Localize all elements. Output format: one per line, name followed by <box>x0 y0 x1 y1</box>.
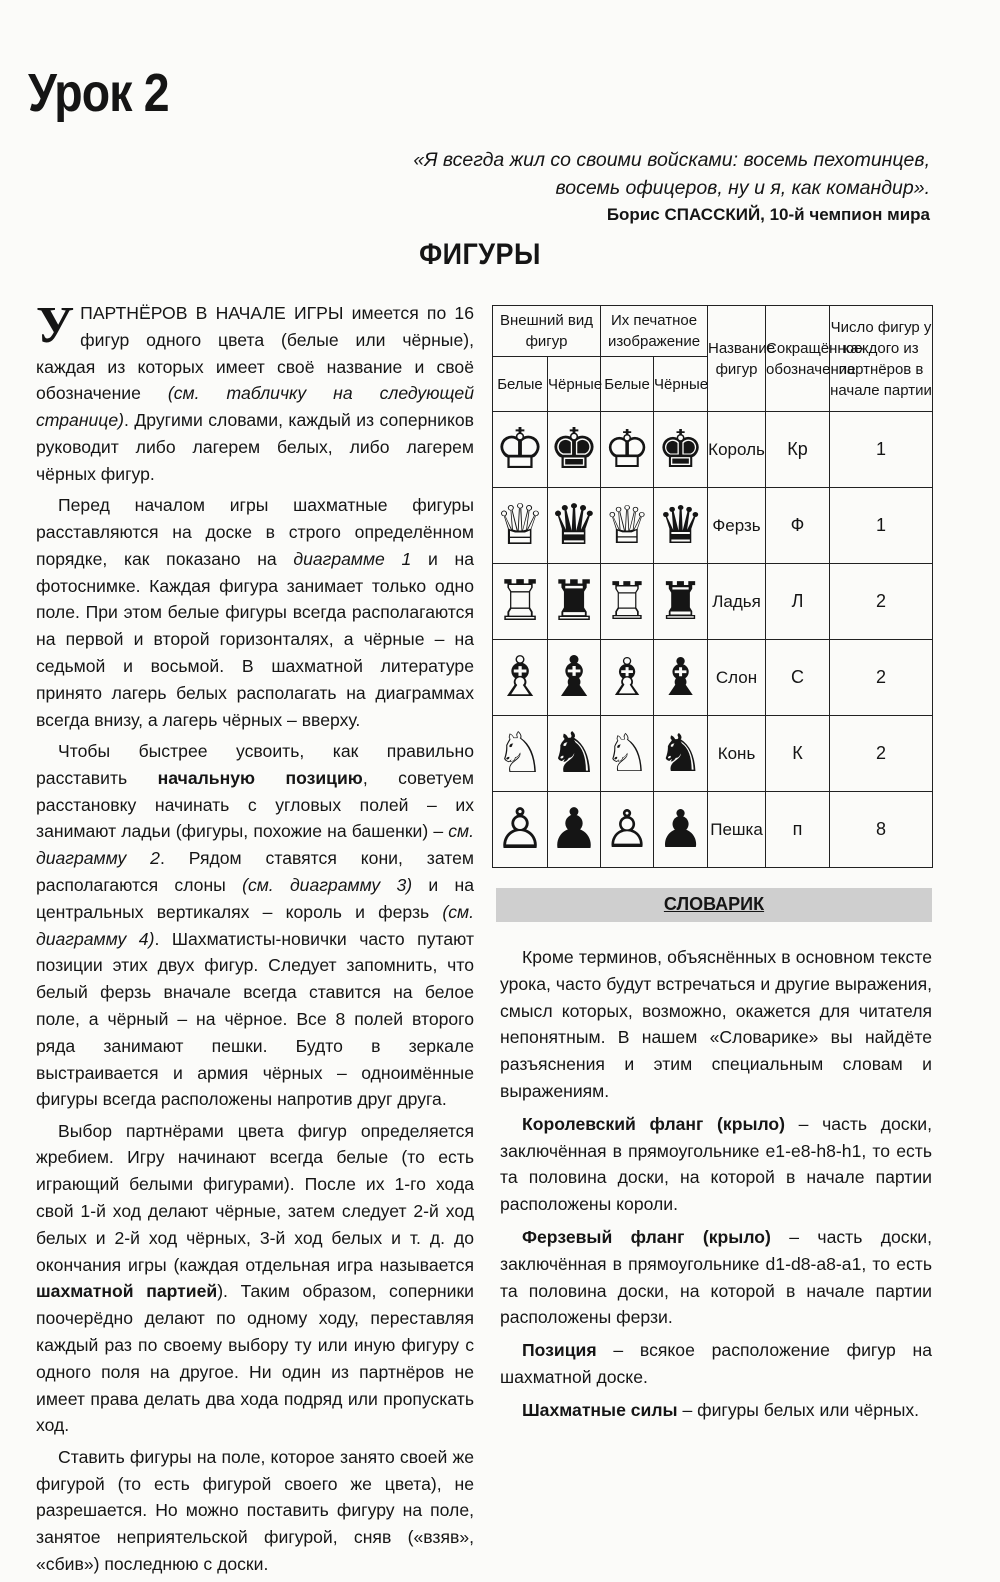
dictionary-title: СЛОВАРИК <box>663 894 765 914</box>
header-white-print: Белые <box>601 357 654 412</box>
piece-count: 1 <box>830 412 933 488</box>
table-row <box>493 640 933 716</box>
dictionary-entry <box>500 1337 932 1391</box>
bold-term: начальную позицию <box>157 767 363 788</box>
paragraph-1 <box>36 297 474 488</box>
white-king-print-icon: ♔ <box>603 419 651 480</box>
italic-ref: см. диаграмму 2 <box>36 821 474 869</box>
italic-ref: (см. табличку на следующей странице) <box>36 383 474 431</box>
white-pawn-print-icon: ♙ <box>603 799 651 860</box>
drop-cap: У <box>36 297 75 354</box>
dictionary-entry <box>500 1224 932 1331</box>
paragraph-5 <box>36 1444 474 1578</box>
table-row <box>493 716 933 792</box>
piece-name: Пешка <box>708 792 766 868</box>
black-pawn-print-icon: ♟ <box>657 799 704 860</box>
white-queen-print-icon: ♕ <box>603 495 651 556</box>
text-run: Ставить фигуры на поле, которое занято своей же фигурой (то есть фигурой своего же цвета), не разрешается. Но можно поставить фигуру на поле, занятое неприятельской фигурой, сняв («взяв», «сбив») последнюю с доски. <box>36 1446 474 1575</box>
dictionary-definition: – часть доски, заключённая в прямоугольнике d1-d8-a8-a1, то есть та половина доски, на которой в начале партии расположены ферзи. <box>500 1226 933 1328</box>
piece-abbr: Ф <box>766 488 830 564</box>
piece-abbr: К <box>766 716 830 792</box>
text-run: Выбор партнёрами цвета фигур определяется жребием. Игру начинают всегда белые (то есть играющий белыми фигурами). После их 1-го хода свой 1-й ход делают чёрные, затем следует 2-й ход белых и 2-й ход чёрных, 3-й ход белых и т. д. до окончания игры (каждая отдельная игра называется <box>36 1120 474 1275</box>
text-run: Перед началом игры шахматные фигуры расставляются на доске в строго определённом порядке, как показано на <box>36 495 474 569</box>
white-knight-print-icon: ♘ <box>603 723 651 784</box>
italic-ref: (см. диаграмму 3) <box>242 874 413 895</box>
header-black-print: Чёрные <box>654 357 708 412</box>
dictionary-entry <box>500 1111 932 1218</box>
white-knight-icon: ♘ <box>494 720 546 786</box>
dictionary-term: Ферзевый фланг (крыло) <box>522 1226 771 1247</box>
table-row <box>493 792 933 868</box>
header-appearance: Внешний вид фигур <box>493 306 601 357</box>
piece-abbr: Кр <box>766 412 830 488</box>
table-row <box>493 488 933 564</box>
piece-count: 2 <box>830 716 933 792</box>
text-run: и на фотоснимке. Каждая фигура занимает только одно поле. При этом белые фигуры всегда располагаются на первой и второй горизонталях, а чёрные – на седьмой и восьмой. В шахматной литературе принято лагерь белых располагать на диаграммах всегда внизу, а лагерь чёрных – вверху. <box>36 548 475 730</box>
piece-count: 2 <box>830 564 933 640</box>
text-run: имеется по 16 фигур одного цвета (белые или чёрные), каждая из которых имеет своё название и своё обозначение <box>36 303 474 404</box>
table-row <box>493 412 933 488</box>
piece-name: Ладья <box>708 564 766 640</box>
white-rook-print-icon: ♖ <box>603 571 651 632</box>
main-text-column <box>36 297 475 1582</box>
paragraph-4 <box>36 1118 474 1440</box>
dictionary-intro: Кроме терминов, объяснённых в основном тексте урока, часто будут встречаться и другие выражения, смысл которых, возможно, окажется для читателя непонятным. В нашем «Словарике» вы найдёте разъяснения и этим специальным словам и выражениям. <box>500 947 932 1101</box>
text-run: и на центральных вертикалях – король и ферзь <box>36 874 474 922</box>
bold-term: шахматной партией <box>36 1281 218 1302</box>
piece-abbr: С <box>766 640 830 716</box>
dictionary-definition: – всякое расположение фигур на шахматной доске. <box>500 1340 932 1387</box>
pieces-table <box>492 305 933 868</box>
piece-count: 1 <box>830 488 933 564</box>
paragraph-3 <box>36 738 474 1113</box>
dictionary-term: Королевский фланг (крыло) <box>522 1113 786 1134</box>
black-pawn-icon: ♟ <box>548 796 600 862</box>
text-run: . Другими словами, каждый из соперников руководит либо лагерем белых, либо лагерем чёрных фигур. <box>36 410 474 484</box>
black-knight-print-icon: ♞ <box>657 723 704 784</box>
paragraph-lead: ПАРТНЁРОВ В НАЧАЛЕ ИГРЫ <box>80 303 344 323</box>
lesson-title: Урок 2 <box>28 63 169 123</box>
section-title: ФИГУРЫ <box>419 238 541 271</box>
black-bishop-icon: ♝ <box>548 644 600 710</box>
dictionary-definition: – часть доски, заключённая в прямоугольнике e1-e8-h8-h1, то есть та половина доски, на которой в начале партии расположены короли. <box>500 1113 932 1215</box>
piece-count: 2 <box>830 640 933 716</box>
epigraph-quote: «Я всегда жил со своими войсками: восемь пехотинцев, восемь офицеров, ну и я, как командир». <box>413 149 930 199</box>
white-king-icon: ♔ <box>494 416 546 482</box>
text-run: , советуем расстановку начинать с угловых полей – их занимают ладьи (фигуры, похожие на башенки) – <box>36 767 474 842</box>
piece-count: 8 <box>830 792 933 868</box>
header-printed: Их печатное изображение <box>601 306 708 357</box>
piece-abbr: Л <box>766 564 830 640</box>
header-black: Чёрные <box>548 357 601 412</box>
black-queen-icon: ♛ <box>548 492 600 558</box>
header-white: Белые <box>493 357 548 412</box>
white-bishop-icon: ♗ <box>494 644 546 710</box>
dictionary-entry <box>500 1397 932 1424</box>
piece-name: Слон <box>708 640 766 716</box>
piece-name: Конь <box>708 716 766 792</box>
dictionary-definition: – фигуры белых или чёрных. <box>677 1399 920 1420</box>
white-queen-icon: ♕ <box>494 492 546 558</box>
dictionary-header-bar <box>496 888 932 922</box>
dictionary-term: Позиция <box>522 1340 597 1361</box>
black-queen-print-icon: ♛ <box>657 495 704 556</box>
black-knight-icon: ♞ <box>548 720 600 786</box>
black-rook-icon: ♜ <box>548 568 600 634</box>
header-count: Число фигур у каждого из партнёров в начале партии <box>830 306 933 412</box>
dictionary-column <box>500 944 932 1430</box>
italic-ref: (см. диаграмму 4) <box>36 901 474 949</box>
piece-abbr: п <box>766 792 830 868</box>
piece-name: Король <box>708 412 766 488</box>
header-name: Название фигур <box>708 306 766 412</box>
epigraph-author: Борис СПАССКИЙ, 10-й чемпион мира <box>606 205 930 224</box>
table-row <box>493 564 933 640</box>
header-abbr: Сокращённое обозначение <box>766 306 830 412</box>
epigraph <box>330 146 930 228</box>
paragraph-2 <box>36 492 474 733</box>
black-king-icon: ♚ <box>548 416 600 482</box>
text-run: . Шахматисты-новички часто путают позиции этих двух фигур. Следует запомнить, что белый ферзь вначале всегда ставится на белое поле, а чёрный – на чёрное. Все 8 полей второго ряда занимают пешки. Будто в зеркале выстраивается и армия чёрных – одноимённые фигуры всегда расположены напротив друг друга. <box>36 928 475 1110</box>
dictionary-term: Шахматные силы <box>522 1399 678 1420</box>
italic-ref: диаграмме 1 <box>293 548 412 569</box>
white-pawn-icon: ♙ <box>494 796 546 862</box>
black-rook-print-icon: ♜ <box>657 571 704 632</box>
text-run: . Рядом ставятся кони, затем располагаются слоны <box>36 848 475 895</box>
text-run: ). Таким образом, соперники поочерёдно делают по одному ходу, переставляя каждый раз по своему выбору ту или иную фигуру с одного поля на другое. Ни один из партнёров не имеет права делать два хода подряд или пропускать ход. <box>36 1281 474 1436</box>
black-bishop-print-icon: ♝ <box>657 647 704 708</box>
black-king-print-icon: ♚ <box>657 419 704 480</box>
white-rook-icon: ♖ <box>494 568 546 634</box>
white-bishop-print-icon: ♗ <box>603 647 651 708</box>
piece-name: Ферзь <box>708 488 766 564</box>
text-run: Чтобы быстрее усвоить, как правильно расставить <box>36 740 474 788</box>
